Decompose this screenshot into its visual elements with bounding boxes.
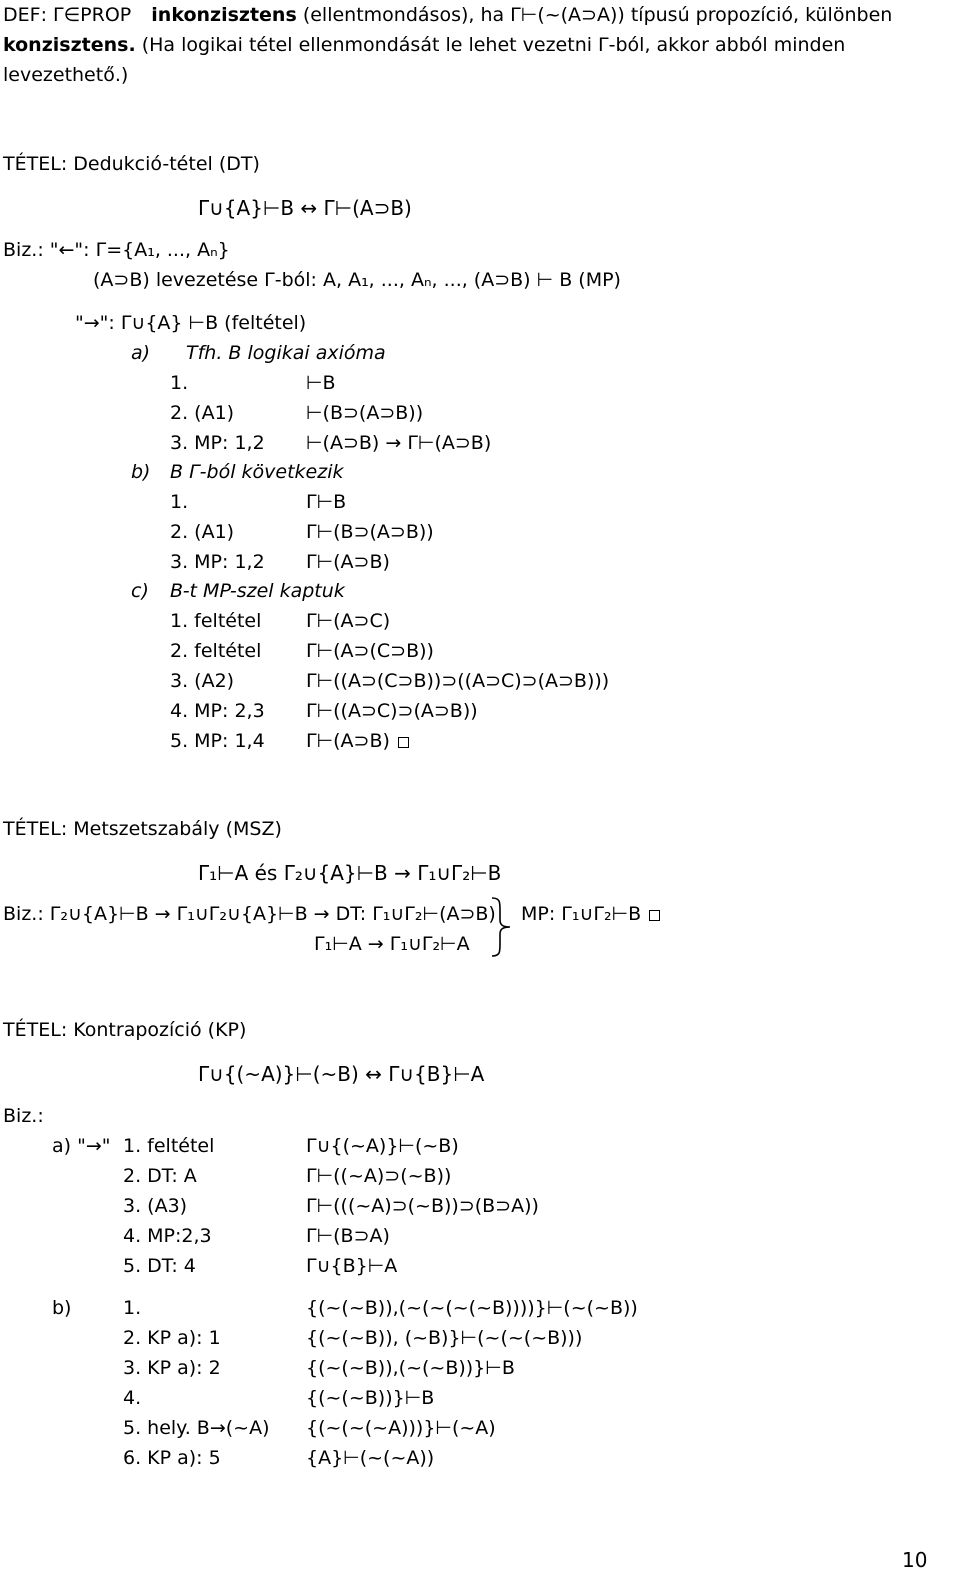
page-number: 10 xyxy=(902,1548,928,1572)
proof-step-formula: {(~(~B))}⊢B xyxy=(306,1387,435,1409)
dt-case-a-title: Tfh. B logikai axióma xyxy=(186,342,386,364)
proof-step-label: 3. KP a): 2 xyxy=(123,1357,221,1379)
proof-step-formula: {(~(~B)),(~(~B))}⊢B xyxy=(306,1357,515,1379)
dt-heading xyxy=(3,152,260,176)
definition-line-2 xyxy=(3,33,845,57)
proof-step-formula: {A}⊢(~(~A)) xyxy=(306,1447,435,1469)
dt-heading-title: : Dedukció-tétel (DT) xyxy=(60,153,260,175)
proof-step-formula: Γ⊢(A⊃B) xyxy=(306,551,390,573)
proof-step-formula: Γ⊢((~A)⊃(~B)) xyxy=(306,1165,452,1187)
proof-step-label: 4. xyxy=(123,1387,142,1409)
dt-heading-label: TÉTEL xyxy=(3,153,61,175)
proof-step-formula: Γ⊢(B⊃(A⊃B)) xyxy=(306,521,434,543)
dt-biz-label: Biz. xyxy=(3,239,38,261)
msz-biz-line-2: Γ₁⊢A → Γ₁∪Γ₂⊢A xyxy=(314,933,470,955)
kp-formula: Γ∪{(~A)}⊢(~B) ↔ Γ∪{B}⊢A xyxy=(198,1062,485,1086)
def-term-consistent: konzisztens. xyxy=(3,34,136,56)
proof-step-formula: Γ∪{B}⊢A xyxy=(306,1255,398,1277)
proof-step-formula: Γ⊢(A⊃B) xyxy=(306,729,409,753)
proof-step-label: 1. xyxy=(170,372,189,394)
proof-step-label: 2. KP a): 1 xyxy=(123,1327,221,1349)
proof-step-label: 1. xyxy=(123,1297,142,1319)
proof-step-formula: Γ⊢B xyxy=(306,491,347,513)
msz-heading-title: : Metszetszabály (MSZ) xyxy=(60,818,282,840)
proof-step-label: 2. (A1) xyxy=(170,521,235,543)
dt-derivation: (A⊃B) levezetése Γ-ból: A, A₁, ..., Aₙ, ..., (A⊃B) ⊢ B (MP) xyxy=(93,269,621,291)
proof-step-formula: ⊢(B⊃(A⊃B)) xyxy=(306,402,424,424)
kp-heading-title: : Kontrapozíció (KP) xyxy=(60,1019,247,1041)
kp-heading-label: TÉTEL xyxy=(3,1019,61,1041)
kp-biz-label: Biz.: xyxy=(3,1105,44,1127)
proof-step-label: 3. MP: 1,2 xyxy=(170,432,265,454)
def-label: DEF xyxy=(3,4,41,26)
proof-step-label: 2. DT: A xyxy=(123,1165,197,1187)
proof-step-formula: Γ⊢(((~A)⊃(~B))⊃(B⊃A)) xyxy=(306,1195,539,1217)
proof-step-label: 3. MP: 1,2 xyxy=(170,551,265,573)
msz-heading xyxy=(3,817,282,841)
def-prefix: : Γ∈ xyxy=(40,4,81,26)
dt-formula: Γ∪{A}⊢B ↔ Γ⊢(A⊃B) xyxy=(198,196,412,220)
proof-step-label: 1. feltétel xyxy=(170,610,262,632)
def-line2-rest: (Ha logikai tétel ellenmondását le lehet vezetni Γ-ból, akkor abból minden xyxy=(135,34,846,56)
proof-step-formula: Γ⊢(B⊃A) xyxy=(306,1225,390,1247)
proof-step-label: 4. MP:2,3 xyxy=(123,1225,212,1247)
proof-step-formula: {(~(~B)),(~(~(~(~B))))}⊢(~(~B)) xyxy=(306,1297,638,1319)
msz-biz-text-1: : Γ₂∪{A}⊢B → Γ₁∪Γ₂∪{A}⊢B → DT: Γ₁∪Γ₂⊢(A⊃B) xyxy=(37,903,496,925)
dt-case-c-title: B-t MP-szel kaptuk xyxy=(170,580,345,602)
proof-step-label: 2. feltétel xyxy=(170,640,262,662)
proof-step-formula: Γ⊢(A⊃(C⊃B)) xyxy=(306,640,434,662)
def-line1-rest: (ellentmondásos), ha Γ⊢(~(A⊃A)) típusú propozíció, különben xyxy=(296,4,893,26)
dt-case-c-marker: c) xyxy=(131,580,149,602)
dt-biz-line xyxy=(3,238,230,262)
definition-line-3: levezethető.) xyxy=(3,64,129,86)
right-brace-icon xyxy=(490,896,514,958)
proof-step-label: 5. DT: 4 xyxy=(123,1255,196,1277)
dt-biz-text: : "←": Γ={A₁, ..., Aₙ} xyxy=(37,239,230,261)
proof-step-label: 6. KP a): 5 xyxy=(123,1447,221,1469)
proof-step-formula: ⊢(A⊃B) → Γ⊢(A⊃B) xyxy=(306,432,492,454)
kp-part-b-marker: b) xyxy=(52,1297,72,1319)
proof-step-formula: Γ⊢(A⊃C) xyxy=(306,610,391,632)
def-term-inconsistent: inkonzisztens xyxy=(151,4,297,26)
proof-step-formula: {(~(~B)), (~B)}⊢(~(~(~B))) xyxy=(306,1327,583,1349)
msz-heading-label: TÉTEL xyxy=(3,818,61,840)
proof-step-label: 3. (A3) xyxy=(123,1195,188,1217)
proof-step-label: 1. xyxy=(170,491,189,513)
msz-mp xyxy=(521,902,660,926)
proof-step-formula: {(~(~(~A)))}⊢(~A) xyxy=(306,1417,496,1439)
proof-step-formula: ⊢B xyxy=(306,372,336,394)
definition-line-1 xyxy=(3,3,943,27)
qed-square-icon xyxy=(398,737,409,748)
def-prop: PROP xyxy=(80,4,132,26)
msz-formula: Γ₁⊢A és Γ₂∪{A}⊢B → Γ₁∪Γ₂⊢B xyxy=(198,861,502,885)
proof-step-label: 5. MP: 1,4 xyxy=(170,730,265,752)
proof-step-label: 2. (A1) xyxy=(170,402,235,424)
proof-step-label: 3. (A2) xyxy=(170,670,235,692)
proof-step-formula: Γ⊢((A⊃C)⊃(A⊃B)) xyxy=(306,700,478,722)
dt-case-b-title: B Γ-ból következik xyxy=(170,461,344,483)
proof-step-formula: Γ⊢((A⊃(C⊃B))⊃((A⊃C)⊃(A⊃B))) xyxy=(306,670,610,692)
dt-arrow-line: "→": Γ∪{A} ⊢B (feltétel) xyxy=(75,312,307,334)
kp-heading xyxy=(3,1018,246,1042)
proof-step-label: 4. MP: 2,3 xyxy=(170,700,265,722)
msz-biz-label: Biz. xyxy=(3,903,38,925)
dt-case-a-marker: a) xyxy=(131,342,151,364)
proof-step-formula: Γ∪{(~A)}⊢(~B) xyxy=(306,1135,459,1157)
proof-step-label: 1. feltétel xyxy=(123,1135,215,1157)
msz-mp-text: MP: Γ₁∪Γ₂⊢B xyxy=(521,903,642,925)
proof-step-label: 5. hely. B→(~A) xyxy=(123,1417,270,1439)
dt-case-b-marker: b) xyxy=(131,461,151,483)
kp-part-a-marker: a) "→" xyxy=(52,1135,111,1157)
msz-biz-line-1 xyxy=(3,902,496,926)
qed-square-icon xyxy=(649,910,660,921)
